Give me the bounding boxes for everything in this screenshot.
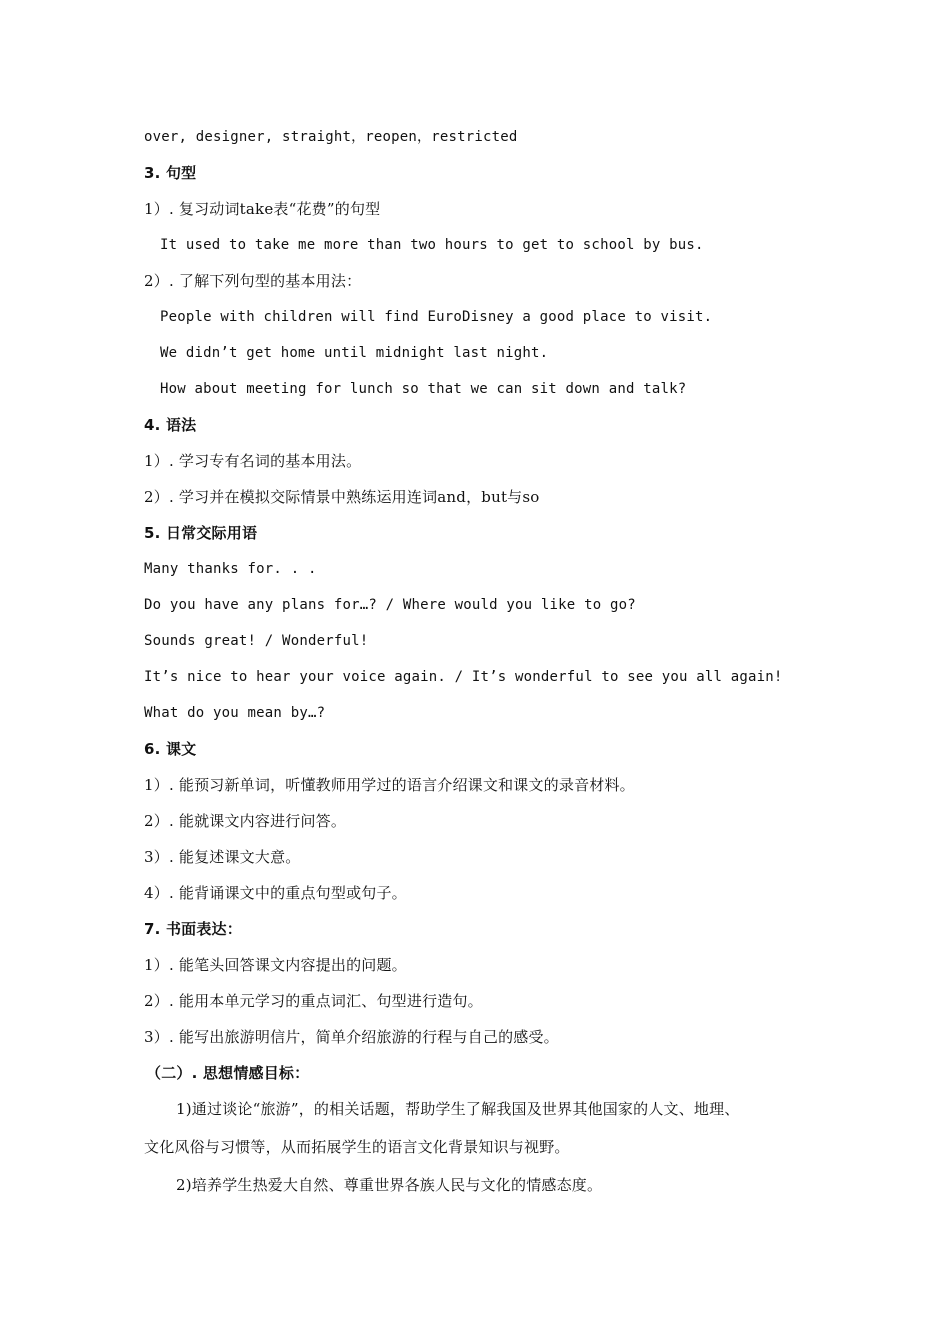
section-6-item-1: 1）. 能预习新单词，听懂教师用学过的语言介绍课文和课文的录音材料。	[144, 776, 635, 794]
section-6-heading: 6. 课文	[144, 740, 197, 758]
part-2-heading: （二）. 思想情感目标：	[146, 1064, 310, 1082]
section-7-heading: 7. 书面表达：	[144, 920, 242, 938]
section-4-item-2: 2）. 学习并在模拟交际情景中熟练运用连词and，but与so	[144, 488, 540, 506]
section-3-item-2: 2）. 了解下列句型的基本用法：	[144, 272, 362, 290]
section-6-item-4: 4）. 能背诵课文中的重点句型或句子。	[144, 884, 407, 902]
section-5-line-3: Sounds great! / Wonderful!	[144, 633, 369, 649]
section-3-heading: 3. 句型	[144, 164, 197, 182]
section-4-heading: 4. 语法	[144, 416, 197, 434]
section-5-heading: 5. 日常交际用语	[144, 524, 258, 542]
section-3-example-1: It used to take me more than two hours to get to school by bus.	[160, 237, 704, 253]
section-3-item-1: 1）. 复习动词take表“花费”的句型	[144, 200, 381, 218]
part-2-paragraph-1-line-1: 1)通过谈论“旅游”，的相关话题，帮助学生了解我国及世界其他国家的人文、地理、	[176, 1100, 740, 1118]
section-6-item-3: 3）. 能复述课文大意。	[144, 848, 301, 866]
section-7-item-2: 2）. 能用本单元学习的重点词汇、句型进行造句。	[144, 992, 483, 1010]
section-5-line-2: Do you have any plans for…? / Where would you like to go?	[144, 597, 636, 613]
section-7-item-1: 1）. 能笔头回答课文内容提出的问题。	[144, 956, 407, 974]
vocabulary-line: over, designer, straight，reopen，restricted	[144, 129, 518, 145]
section-7-item-3: 3）. 能写出旅游明信片，简单介绍旅游的行程与自己的感受。	[144, 1028, 559, 1046]
part-2-paragraph-1-line-2: 文化风俗与习惯等，从而拓展学生的语言文化背景知识与视野。	[144, 1138, 570, 1156]
section-3-example-3: We didn’t get home until midnight last night.	[160, 345, 549, 361]
section-3-example-4: How about meeting for lunch so that we can sit down and talk?	[160, 381, 687, 397]
section-6-item-2: 2）. 能就课文内容进行问答。	[144, 812, 347, 830]
section-5-line-4: It’s nice to hear your voice again. / It’s wonderful to see you all again!	[144, 669, 783, 685]
section-5-line-5: What do you mean by…?	[144, 705, 326, 721]
part-2-paragraph-2: 2)培养学生热爱大自然、尊重世界各族人民与文化的情感态度。	[176, 1176, 603, 1194]
section-5-line-1: Many thanks for. . .	[144, 561, 317, 577]
section-3-example-2: People with children will find EuroDisney a good place to visit.	[160, 309, 713, 325]
section-4-item-1: 1）. 学习专有名词的基本用法。	[144, 452, 362, 470]
